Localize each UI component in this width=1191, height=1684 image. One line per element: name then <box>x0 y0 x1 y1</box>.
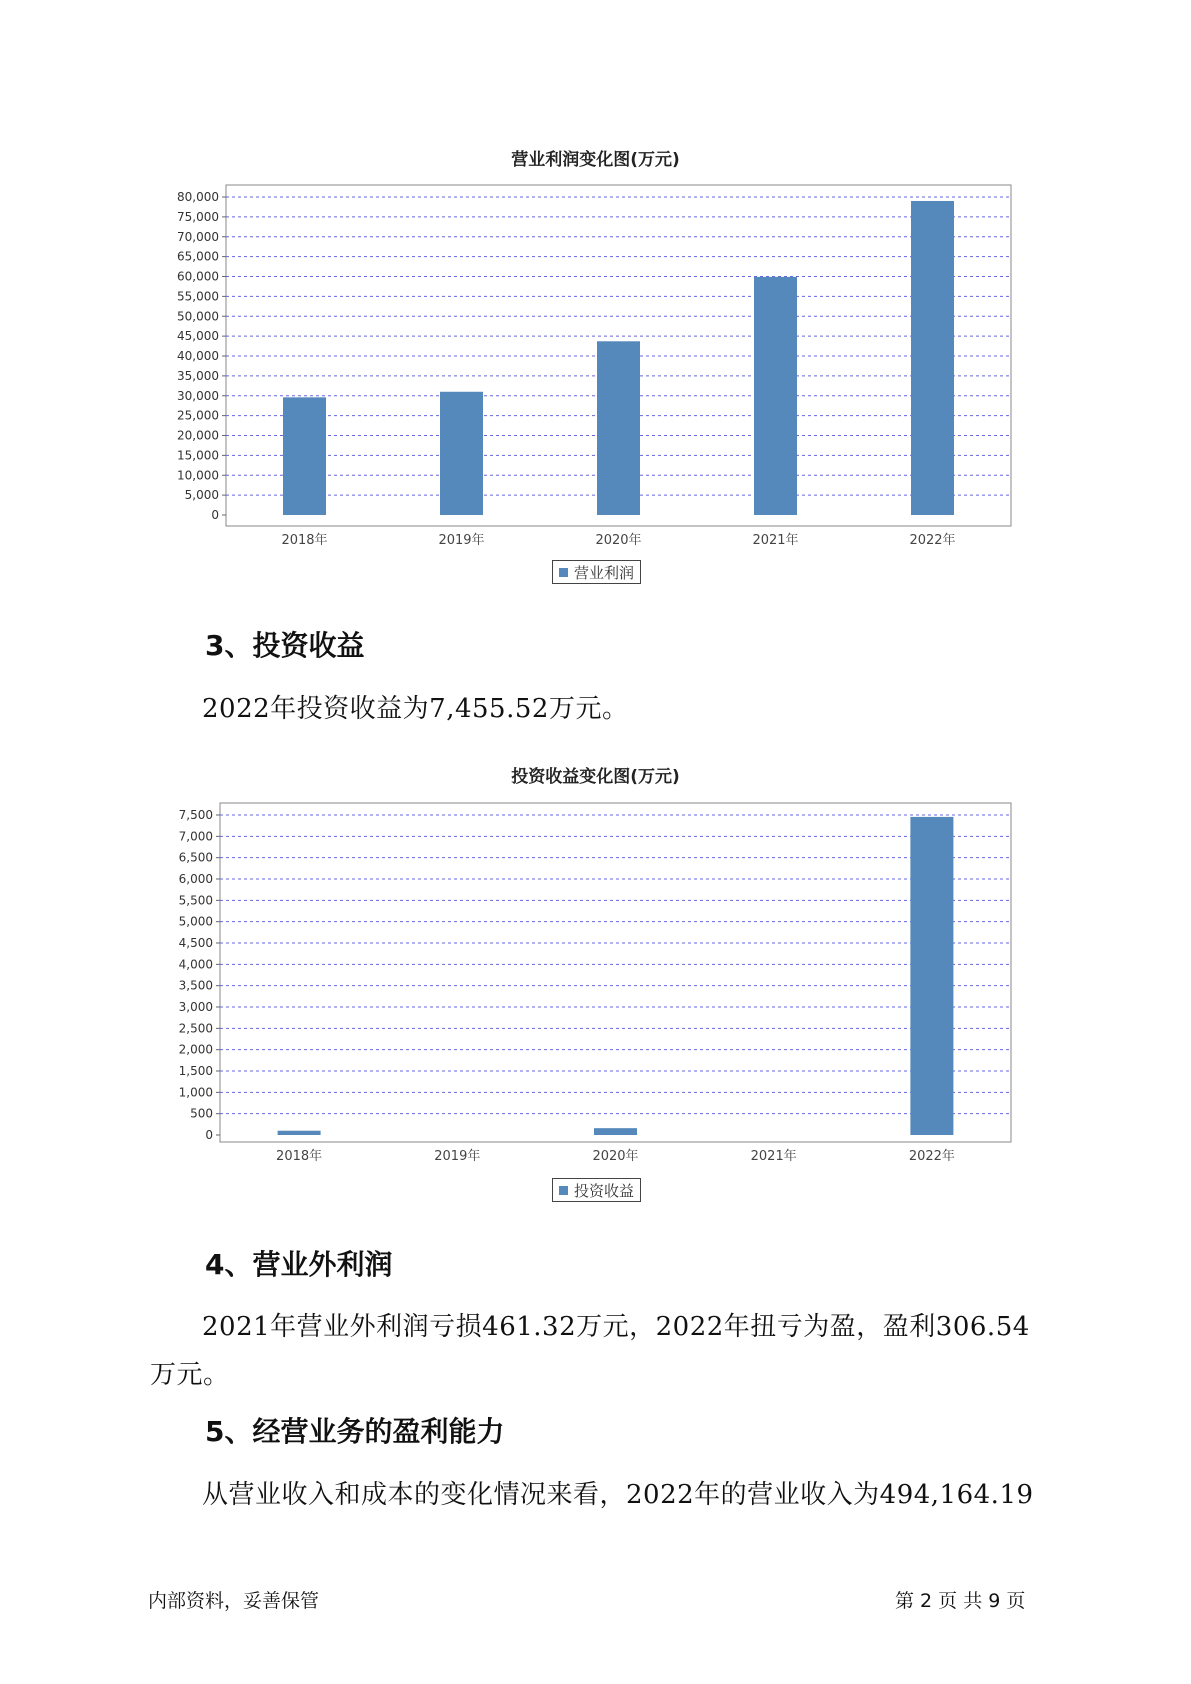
chart1-operating-profit <box>0 160 1191 570</box>
y-tick-label: 65,000 <box>177 249 219 264</box>
y-tick-label: 10,000 <box>177 468 219 483</box>
chart2-title: 投资收益变化图(万元) <box>511 767 680 787</box>
y-tick-label: 6,000 <box>178 872 213 886</box>
footer-left: 内部资料，妥善保管 <box>148 1590 320 1612</box>
y-tick-label: 75,000 <box>177 209 219 224</box>
y-tick-label: 70,000 <box>177 229 219 244</box>
bar <box>594 1128 637 1135</box>
footer-page-number: 第 2 页 共 9 页 <box>895 1590 1026 1612</box>
y-tick-label: 80,000 <box>177 190 219 204</box>
section3-text: 2022年投资收益为7,455.52万元。 <box>202 694 629 724</box>
x-tick-label: 2020年 <box>595 533 642 548</box>
x-tick-label: 2022年 <box>908 1149 955 1164</box>
y-tick-label: 4,500 <box>178 936 213 950</box>
chart2-legend <box>552 1178 641 1202</box>
section3-heading: 3、投资收益 <box>205 629 365 662</box>
y-tick-label: 1,000 <box>178 1085 213 1100</box>
y-tick-label: 6,500 <box>178 850 213 865</box>
plot-frame <box>220 803 1011 1142</box>
y-tick-label: 4,000 <box>178 957 213 972</box>
y-tick-label: 5,000 <box>178 914 213 929</box>
x-tick-label: 2020年 <box>592 1149 639 1164</box>
y-tick-label: 45,000 <box>177 329 219 344</box>
chart1-legend <box>552 560 641 584</box>
y-tick-label: 40,000 <box>177 349 219 363</box>
y-tick-label: 3,000 <box>178 1000 213 1014</box>
section5-heading: 5、经营业务的盈利能力 <box>205 1415 505 1448</box>
y-tick-label: 25,000 <box>177 408 219 423</box>
x-tick-label: 2021年 <box>750 1149 797 1164</box>
y-tick-label: 5,000 <box>184 488 219 503</box>
bar <box>278 1131 321 1135</box>
section5-text: 从营业收入和成本的变化情况来看，2022年的营业收入为494,164.19 <box>202 1480 1034 1510</box>
y-tick-label: 3,500 <box>178 978 213 993</box>
y-tick-label: 5,500 <box>178 893 213 908</box>
y-tick-label: 7,500 <box>178 808 213 822</box>
y-tick-label: 500 <box>190 1106 213 1121</box>
legend-swatch <box>559 568 568 577</box>
y-tick-label: 0 <box>211 508 219 522</box>
x-tick-label: 2019年 <box>438 533 485 548</box>
y-tick-label: 20,000 <box>177 428 219 443</box>
chart1-legend-label: 营业利润 <box>574 563 635 582</box>
section4-text: 2021年营业外利润亏损461.32万元，2022年扭亏为盈，盈利306.54万元。 <box>150 1312 1030 1390</box>
y-tick-label: 35,000 <box>177 368 219 383</box>
bar <box>754 277 797 515</box>
y-tick-label: 15,000 <box>177 448 219 463</box>
legend-swatch <box>559 1186 568 1195</box>
bar <box>910 817 953 1135</box>
bar <box>440 392 483 515</box>
chart2-legend-label: 投资收益 <box>574 1181 635 1200</box>
y-tick-label: 55,000 <box>177 289 219 304</box>
x-tick-label: 2021年 <box>752 533 799 548</box>
x-tick-label: 2022年 <box>909 533 956 548</box>
x-tick-label: 2018年 <box>281 533 328 548</box>
bar <box>283 397 326 515</box>
bar <box>597 341 640 515</box>
y-tick-label: 2,500 <box>178 1021 213 1036</box>
y-tick-label: 2,000 <box>178 1042 213 1057</box>
x-tick-label: 2019年 <box>434 1149 481 1164</box>
section4-heading: 4、营业外利润 <box>205 1248 393 1281</box>
chart1-title: 营业利润变化图(万元) <box>511 150 680 170</box>
y-tick-label: 50,000 <box>177 309 219 324</box>
bar <box>911 201 954 515</box>
y-tick-label: 1,500 <box>178 1064 213 1078</box>
y-tick-label: 7,000 <box>178 829 213 844</box>
y-tick-label: 0 <box>205 1128 213 1142</box>
y-tick-label: 30,000 <box>177 388 219 403</box>
y-tick-label: 60,000 <box>177 269 219 284</box>
x-tick-label: 2018年 <box>276 1149 323 1164</box>
chart2-investment-income <box>0 790 1191 1180</box>
